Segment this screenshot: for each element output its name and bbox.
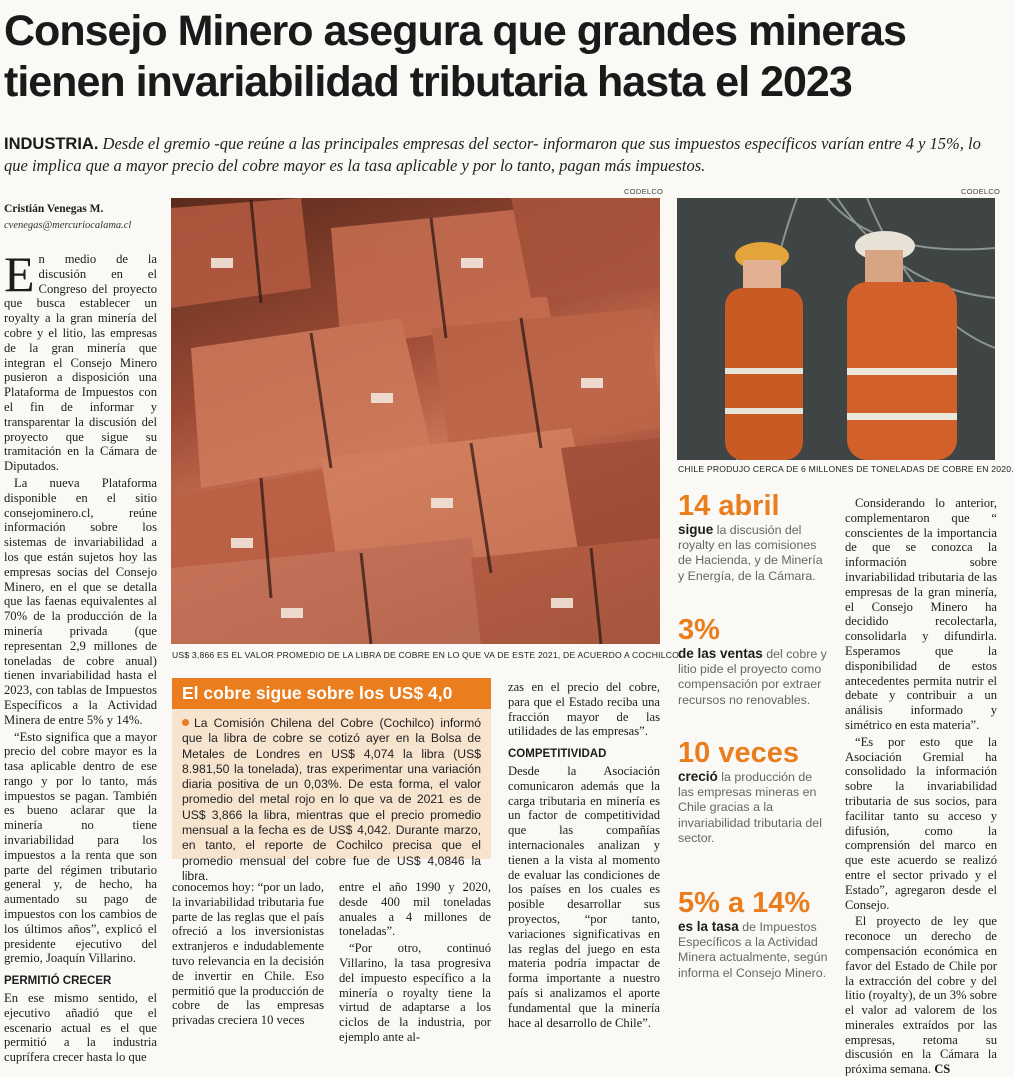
paragraph: conocemos hoy: “por un lado, la invariabilidad tributaria fue parte de las reglas que el país ofreció a los inversionistas extranjeros e indudablemente tuvo relevancia en la decisión de invertir en Chile. Eso permitió que la producción de cobre de las empresas privadas creciera 10 veces xyxy=(172,880,324,1028)
deck-text: Desde el gremio -que reúne a las principales empresas del sector- informaron que sus impuestos específicos varían entre 4 y 15%, lo que implica que a mayor precio del cobre mayor es la tasa aplicable y por lo tanto, pagan más impuestos. xyxy=(4,134,981,175)
stat-number: 10 veces xyxy=(678,737,799,769)
bullet-icon xyxy=(182,719,189,726)
box-paragraph: La Comisión Chilena del Cobre (Cochilco) informó que la libra de cobre se cotizó ayer en la Bolsa de Metales de Londres en US$ 4,074 la libra (US$ 8.981,50 la tonelada), tras experimentar una variación diaria positiva de un 0,03%. De esta forma, el valor promedio del metal rojo en lo que va de 2021 es de US$ 3,866 la libra, mientras que el precio promedio mensual a la fecha es de US$ 4,042. Durante marzo, en tanto, el reporte de Cochilco precisa que el promedio mensual del cobre fue de US$ 4,0846 la libra. xyxy=(182,716,481,883)
paragraph: n medio de la discusión en el Congreso del proyecto que busca establecer un royalty a la gran minería del cobre y el litio, las empresas de la gran minería que integran el Consejo Minero pusieron a disposición una Plataforma de Impuestos con el fin de informar y transparentar la discusión del proyecto que sigue su tramitación en la Cámara de Diputados. xyxy=(4,252,157,474)
stat-lead: creció xyxy=(678,769,718,784)
copper-price-box xyxy=(172,678,491,883)
stat-1 xyxy=(678,490,830,584)
paragraph: La nueva Plataforma disponible en el sitio consejominero.cl, reúne información sobre los sistemas de invariabilidad a los que están sujetos hoy las empresas socias del Consejo Minero, en el que se detalla que las faenas equivalentes al 70% de la producción de la minería privada (que representan 2,9 millones de toneladas de cobre anual) tienen invariabilidad hasta el 2023, con tablas de Impuestos Específicos a la Actividad Minera de entre 5% y 14%. xyxy=(4,475,157,727)
miners-illustration xyxy=(677,198,995,460)
copper-cathodes-illustration xyxy=(171,198,660,644)
paragraph: “Por otro, continuó Villarino, la tasa progresiva del impuesto específico a la minería o royalty tiene la virtud de adaptarse a los ciclos de la industria, por ejemplo ante al- xyxy=(339,941,491,1044)
paragraph: El proyecto de ley que reconoce un derecho de compensación económica en favor del Estado de Chile por la extracción del cobre y del litio (royalty), de un 3% sobre el valor ad valorem de los minerales extraídos por las empresas, retoma su discusión en la Cámara la próxima semana. xyxy=(845,914,997,1077)
photo-miners xyxy=(677,198,995,460)
photo-credit: CODELCO xyxy=(961,187,1001,196)
stat-number: 5% a 14% xyxy=(678,887,811,919)
end-mark: CS xyxy=(934,1062,951,1077)
column-1 xyxy=(4,246,157,1065)
column-3 xyxy=(339,880,491,1044)
deck xyxy=(4,133,996,177)
photo-copper-cathodes xyxy=(171,198,660,644)
stat-lead: sigue xyxy=(678,522,714,537)
subhead-competitividad: COMPETITIVIDAD xyxy=(508,748,607,761)
stat-2 xyxy=(678,614,830,708)
paragraph: entre el año 1990 y 2020, desde 400 mil toneladas anuales a 4 millones de toneladas”. xyxy=(339,880,491,939)
paragraph: “Esto significa que a mayor precio del cobre mayor es la tasa aplicable dentro de ese rango y por lo tanto, más impuestos se pagan. También es bueno aclarar que la minería no tiene invariabilidad para los impuestos a la renta que son parte del régimen tributario general y, de hecho, ha aumentado su pago de impuestos con los cambios de los últimos años”, explicó el presidente ejecutivo del gremio, Joaquín Villarino. xyxy=(4,729,157,966)
box-text xyxy=(172,709,491,884)
column-2 xyxy=(172,880,324,1027)
column-6 xyxy=(845,496,997,1077)
photo-credit: CODELCO xyxy=(624,187,664,196)
section-label: INDUSTRIA. xyxy=(4,135,99,153)
column-4 xyxy=(508,680,660,1030)
paragraph: Considerando lo anterior, complementaron que “ conscientes de la importancia de que se conozca la información sobre invariabilidad tributaria de las empresas de la gran minería, el Consejo Minero ha decidido recolectarla, consolidarla y difundirla. Esperamos que la disponibilidad de estos antecedentes permita nutrir el debate y contribuir a un análisis informado y simétrico en esta materia”. xyxy=(845,496,997,732)
headline xyxy=(4,6,996,108)
byline-email[interactable]: cvenegas@mercuriocalama.cl xyxy=(4,220,132,231)
stat-description: del cobre y litio pide el proyecto como compensación por extraer recursos no renovables. xyxy=(678,647,827,707)
stat-number: 14 abril xyxy=(678,490,780,522)
stat-lead: de las ventas xyxy=(678,646,763,661)
stat-description: de Impuestos Específicos a la Actividad Minera actualmente, según informa el Consejo Minero. xyxy=(678,920,828,980)
box-title: El cobre sigue sobre los US$ 4,0 xyxy=(172,678,491,709)
byline-author: Cristián Venegas M. xyxy=(4,203,104,215)
headline-line-1: Consejo Minero asegura que grandes mineras xyxy=(4,7,906,55)
paragraph: zas en el precio del cobre, para que el Estado reciba una fracción mayor de las utilidades de las empresas”. xyxy=(508,680,660,739)
stat-number: 3% xyxy=(678,614,720,646)
photo-caption: CHILE PRODUJO CERCA DE 6 MILLONES DE TONELADAS DE COBRE EN 2020. xyxy=(678,464,1014,474)
stat-description: la producción de las empresas mineras en Chile gracias a la invariabilidad tributaria del sector. xyxy=(678,770,822,845)
drop-cap: E xyxy=(4,246,35,302)
subhead-permitio-crecer: PERMITIÓ CRECER xyxy=(4,975,112,988)
photo-caption: US$ 3,866 ES EL VALOR PROMEDIO DE LA LIBRA DE COBRE EN LO QUE VA DE ESTE 2021, DE ACUERDO A COCHILCO. xyxy=(172,650,682,660)
paragraph: Desde la Asociación comunicaron además que la carga tributaria en minería es un factor de competitividad que las compañías internacionales analizan y tienen a la vista al momento de evaluar las condiciones de los países en los cuales es posible desarrollar sus proyectos, “por tanto, variaciones significativas en las reglas del juego en esta materia podría impactar de forma importante a nuestro país si analizamos el aporte fundamental que la minería hace al desarrollo de Chile”. xyxy=(508,763,660,1030)
paragraph: En ese mismo sentido, el ejecutivo añadió que el escenario actual es el que permitió a la industria cuprífera crecer hasta lo que xyxy=(4,991,157,1065)
paragraph: “Es por esto que la Asociación Gremial ha consolidado la información sobre la invariabilidad tributaria de sus socios, para facilitar tanto su acceso y difusión, como la comprensión del marco en que este acuerdo se realizó entre el sector privado y el Estado”, agregaron desde el Consejo. xyxy=(845,734,997,912)
stat-description: la discusión del royalty en las comisiones de Hacienda, y de Minería y Energía, de la Cámara. xyxy=(678,523,823,583)
stat-4 xyxy=(678,887,830,981)
headline-line-2: tienen invariabilidad tributaria hasta el 2023 xyxy=(4,58,852,106)
stat-3 xyxy=(678,737,830,846)
stat-lead: es la tasa xyxy=(678,919,739,934)
